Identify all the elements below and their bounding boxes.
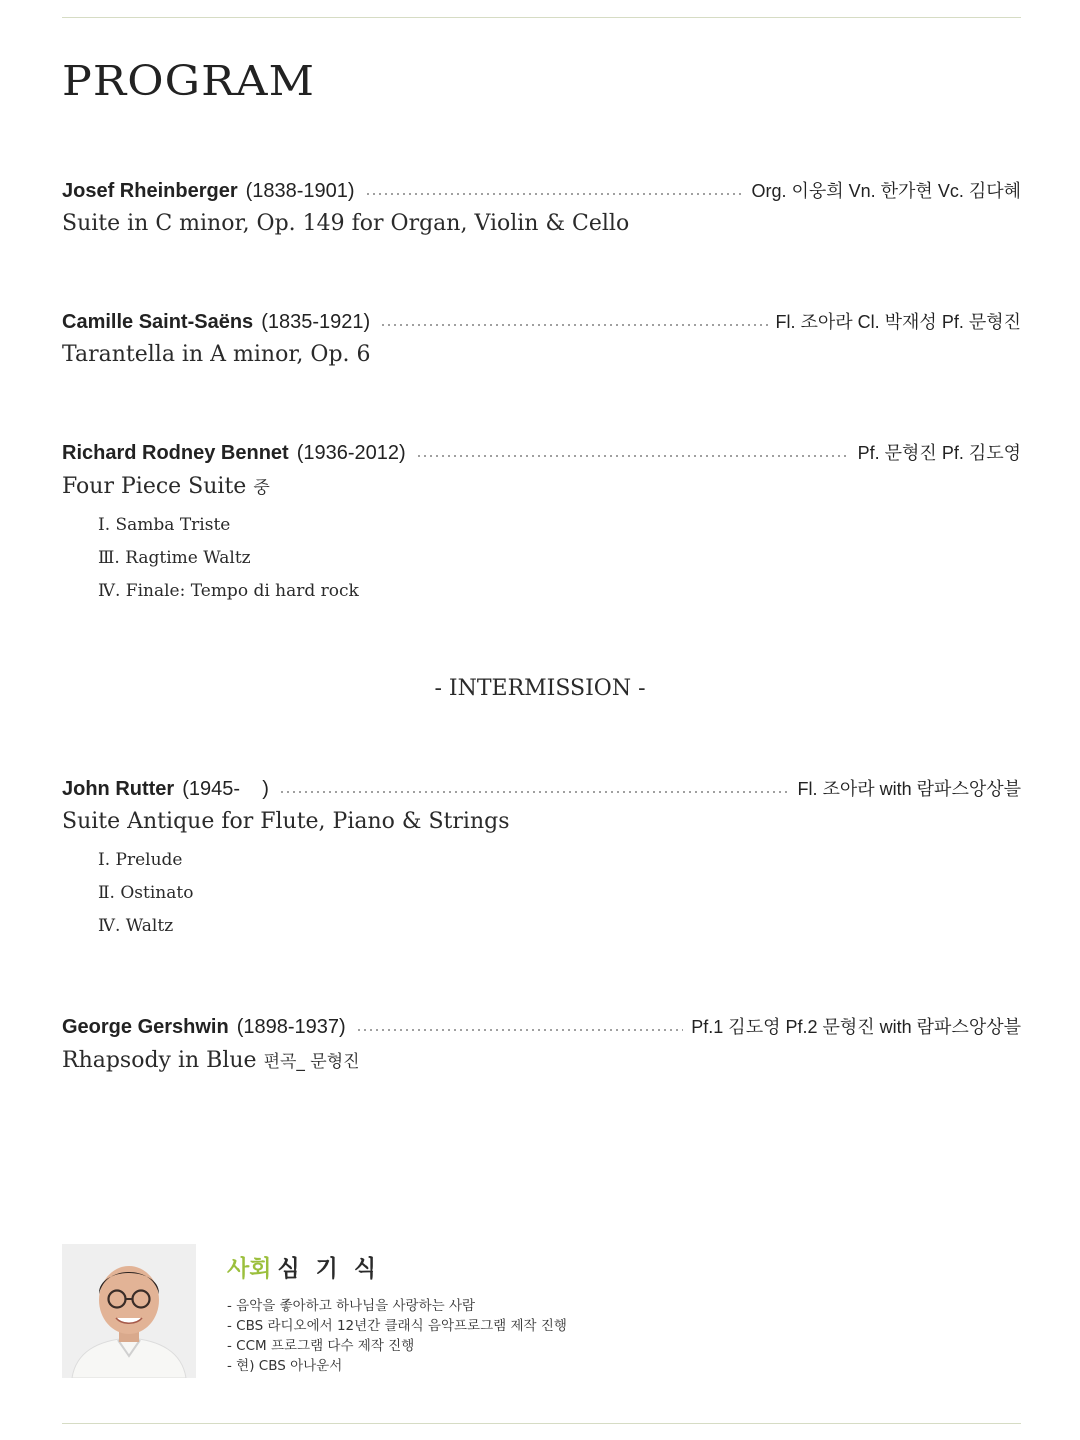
composer-name: Camille Saint-Saëns xyxy=(62,311,254,333)
movement-list xyxy=(98,844,1021,943)
performers: Pf.1 김도영 Pf.2 문형진 with 람파스앙상블 xyxy=(691,1017,1021,1037)
work-title-text: Suite Antique for Flute, Piano & Strings xyxy=(62,809,510,834)
program-item-header xyxy=(62,775,1021,805)
dot-leader xyxy=(356,1029,684,1031)
host-bio-item: - CBS 라디오에서 12년간 클래식 음악프로그램 제작 진행 xyxy=(227,1318,567,1334)
composer-name: John Rutter xyxy=(62,778,175,800)
performers: Pf. 문형진 Pf. 김도영 xyxy=(857,443,1021,463)
host-details xyxy=(227,1250,567,1376)
work-title-text: Suite in C minor, Op. 149 for Organ, Violin & Cello xyxy=(62,211,630,236)
movement-item: Ⅱ. Ostinato xyxy=(98,883,194,903)
host-bio-item: - 현) CBS 아나운서 xyxy=(227,1358,343,1374)
performers: Fl. 조아라 Cl. 박재성 Pf. 문형진 xyxy=(775,312,1021,332)
movement-item: Ⅰ. Samba Triste xyxy=(98,515,231,535)
work-title xyxy=(62,342,1021,367)
composer-name: Richard Rodney Bennet xyxy=(62,442,289,464)
work-title-text: Four Piece Suite xyxy=(62,474,247,499)
intermission-label: - INTERMISSION - xyxy=(434,676,646,701)
movement-item: Ⅲ. Ragtime Waltz xyxy=(98,548,251,568)
performers: Org. 이웅희 Vn. 한가현 Vc. 김다혜 xyxy=(751,181,1021,201)
composer-years: (1838-1901) xyxy=(245,180,355,202)
work-title xyxy=(62,473,1021,499)
host-profile xyxy=(62,1244,1021,1378)
movement-item: Ⅳ. Finale: Tempo di hard rock xyxy=(98,581,359,601)
host-portrait-image xyxy=(62,1244,196,1378)
host-bio-list xyxy=(227,1296,567,1376)
work-title xyxy=(62,1047,1021,1073)
host-role-label: 사회 xyxy=(227,1256,272,1282)
host-bio-item: - CCM 프로그램 다수 제작 진행 xyxy=(227,1338,415,1354)
program-item-rutter xyxy=(62,775,1021,943)
program-item-header xyxy=(62,1013,1021,1043)
host-bio-item: - 음악을 좋아하고 하나님을 사랑하는 사람 xyxy=(227,1298,476,1314)
program-item-bennet xyxy=(62,439,1021,608)
top-divider xyxy=(62,17,1021,18)
program-item-header xyxy=(62,177,1021,207)
page-title: PROGRAM xyxy=(62,57,316,106)
work-title-text: Tarantella in A minor, Op. 6 xyxy=(62,342,371,367)
dot-leader xyxy=(279,791,790,793)
composer-name: George Gershwin xyxy=(62,1016,229,1038)
host-heading xyxy=(227,1250,567,1286)
work-title xyxy=(62,809,1021,834)
work-note: 편곡_ 문형진 xyxy=(263,1052,360,1072)
dot-leader xyxy=(365,193,744,195)
movement-item: Ⅰ. Prelude xyxy=(98,850,183,870)
composer-years: (1835-1921) xyxy=(261,311,371,333)
composer-years: (1898-1937) xyxy=(236,1016,346,1038)
dot-leader xyxy=(416,455,850,457)
work-note: 중 xyxy=(253,478,270,498)
movement-list xyxy=(98,509,1021,608)
performers: Fl. 조아라 with 람파스앙상블 xyxy=(797,779,1021,799)
host-name: 심 기 식 xyxy=(277,1256,381,1282)
program-item-header xyxy=(62,308,1021,338)
dot-leader xyxy=(380,324,767,326)
composer-years: (1936-2012) xyxy=(296,442,406,464)
work-title xyxy=(62,211,1021,236)
program-item-gershwin xyxy=(62,1013,1021,1073)
composer-years: (1945- ) xyxy=(182,778,269,800)
program-item-saint-saens xyxy=(62,308,1021,367)
bottom-divider xyxy=(62,1423,1021,1424)
program-item-header xyxy=(62,439,1021,469)
composer-name: Josef Rheinberger xyxy=(62,180,238,202)
movement-item: Ⅳ. Waltz xyxy=(98,916,174,936)
program-item-rheinberger xyxy=(62,177,1021,236)
host-photo xyxy=(62,1244,196,1378)
work-title-text: Rhapsody in Blue xyxy=(62,1048,257,1073)
